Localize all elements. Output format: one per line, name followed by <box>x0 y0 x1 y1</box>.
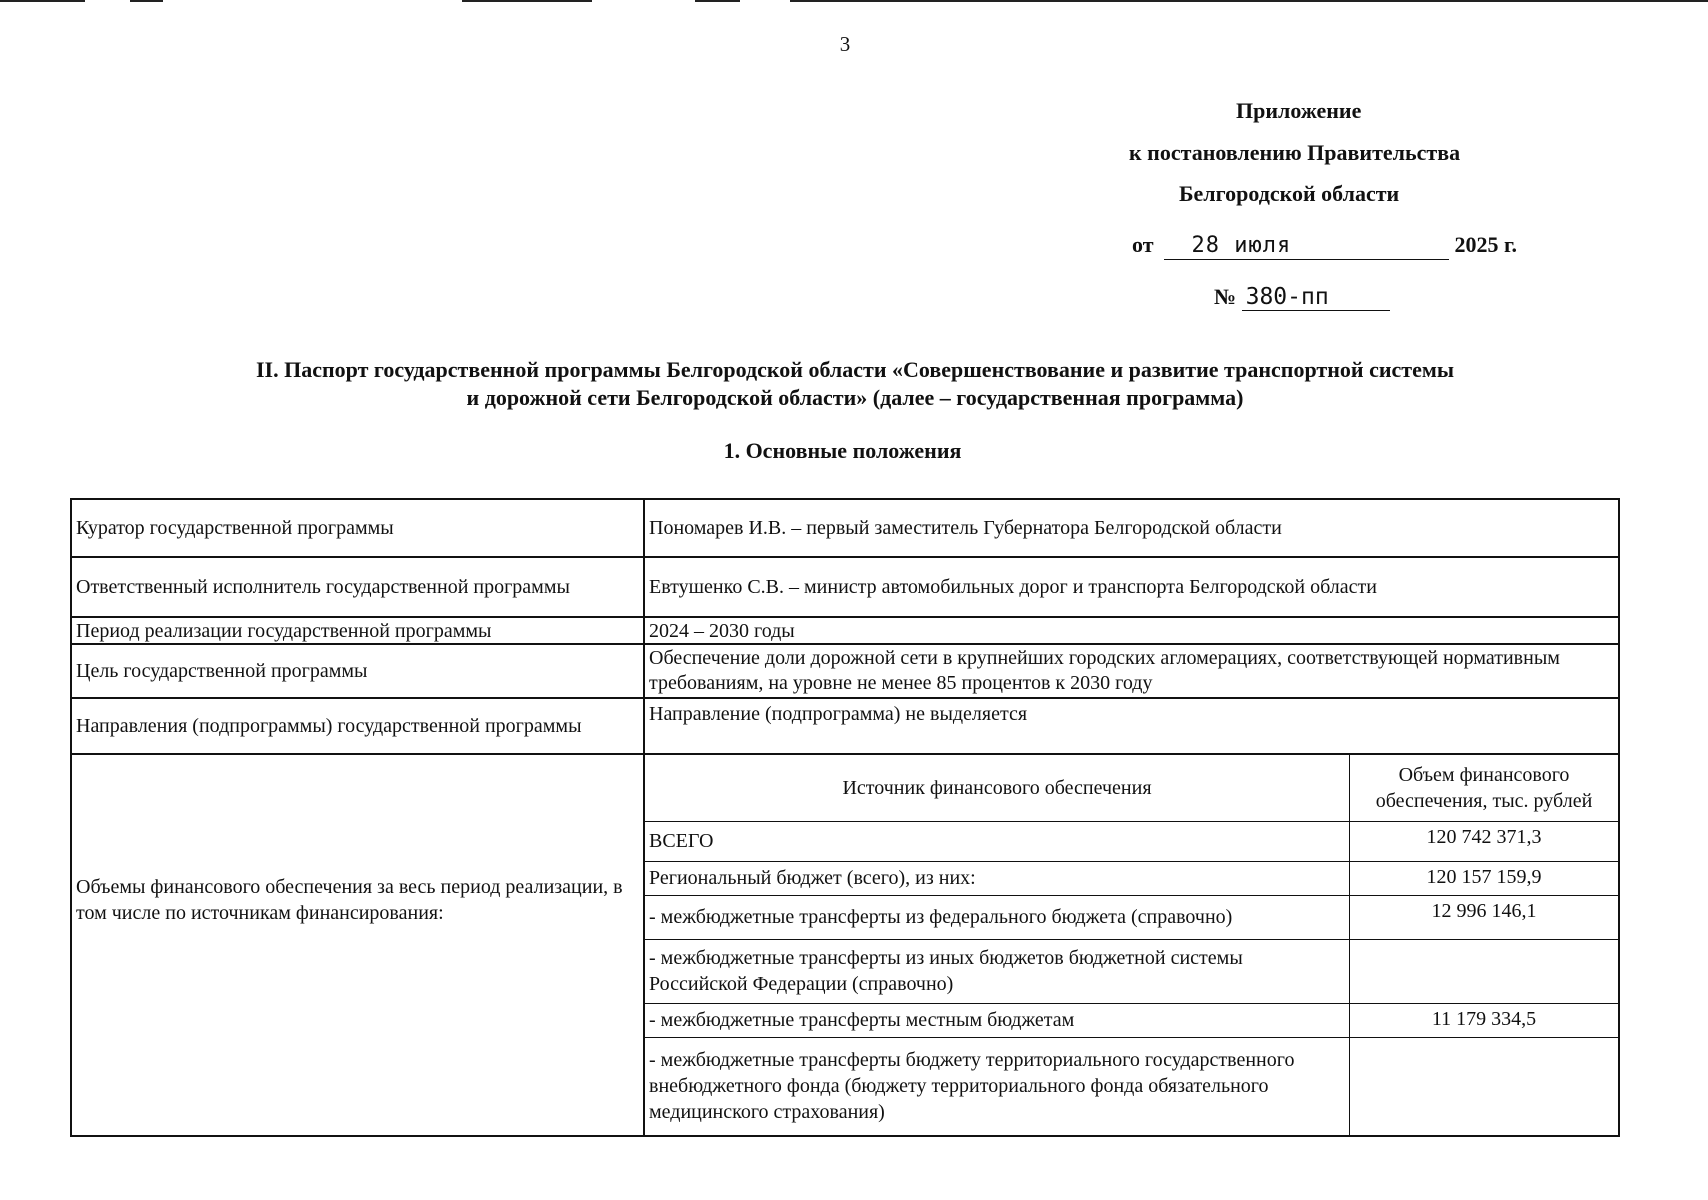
table-row <box>71 698 1619 754</box>
financing-source: - межбюджетные трансферты местным бюджетам <box>645 1003 1350 1037</box>
financing-source: ВСЕГО <box>645 821 1350 861</box>
financing-table <box>645 755 1618 1135</box>
financing-header-source: Источник финансового обеспечения <box>645 755 1350 821</box>
row-label: Куратор государственной программы <box>71 499 644 557</box>
table-row <box>645 1037 1618 1135</box>
financing-header-row <box>645 755 1618 821</box>
row-label: Цель государственной программы <box>71 644 644 698</box>
scan-edge-line <box>462 0 592 2</box>
appendix-date <box>1132 232 1517 260</box>
table-row <box>71 617 1619 644</box>
row-value: Пономарев И.В. – первый заместитель Губернатора Белгородской области <box>644 499 1619 557</box>
table-row <box>645 939 1618 1003</box>
financing-amount <box>1350 1037 1619 1135</box>
passport-title-line-2: и дорожной сети Белгородской области» (далее – государственная программа) <box>466 385 1244 410</box>
financing-amount: 11 179 334,5 <box>1350 1003 1619 1037</box>
financing-source: - межбюджетные трансферты из иных бюджетов бюджетной системы Российской Федерации (справочно) <box>645 939 1350 1003</box>
scan-edge-line <box>130 0 163 2</box>
row-label: Направления (подпрограммы) государственной программы <box>71 698 644 754</box>
row-value: Евтушенко С.В. – министр автомобильных дорог и транспорта Белгородской области <box>644 557 1619 617</box>
passport-title-line-1: II. Паспорт государственной программы Белгородской области «Совершенствование и развитие транспортной системы <box>255 357 1455 382</box>
row-value: Обеспечение доли дорожной сети в крупнейших городских агломерациях, соответствующей нормативным требованиям, на уровне не менее 85 процентов к 2030 году <box>644 644 1619 698</box>
appendix-number <box>1214 284 1390 311</box>
table-row <box>645 1003 1618 1037</box>
row-value: Направление (подпрограмма) не выделяется <box>644 698 1619 754</box>
financing-label: Объемы финансового обеспечения за весь период реализации, в том числе по источникам финансирования: <box>71 754 644 1136</box>
financing-source: Региональный бюджет (всего), из них: <box>645 861 1350 895</box>
passport-table <box>70 498 1620 1137</box>
date-prefix: от <box>1132 232 1154 257</box>
appendix-title: Приложение <box>1236 98 1362 123</box>
section-title: 1. Основные положения <box>723 438 962 463</box>
table-row <box>645 821 1618 861</box>
financing-amount: 120 157 159,9 <box>1350 861 1619 895</box>
number-value: 380-пп <box>1242 284 1390 311</box>
table-row <box>71 557 1619 617</box>
row-label: Период реализации государственной программы <box>71 617 644 644</box>
table-row <box>71 644 1619 698</box>
passport-title <box>180 356 1530 412</box>
row-label: Ответственный исполнитель государственной программы <box>71 557 644 617</box>
appendix-reference: к постановлению Правительства <box>1129 140 1461 165</box>
date-year: 2025 г. <box>1454 232 1518 257</box>
table-row <box>645 861 1618 895</box>
scan-edge-line <box>695 0 740 2</box>
financing-amount <box>1350 939 1619 1003</box>
date-value: 28 июля <box>1164 233 1449 260</box>
financing-source: - межбюджетные трансферты бюджету территориального государственного внебюджетного фонда (бюджету территориального фонда обязательного медицинского страхования) <box>645 1037 1350 1135</box>
scan-edge-line <box>790 0 1708 2</box>
number-prefix: № <box>1214 284 1237 309</box>
table-row <box>71 499 1619 557</box>
financing-header-amount: Объем финансового обеспечения, тыс. рублей <box>1350 755 1619 821</box>
table-row <box>71 754 1619 1136</box>
page-number: 3 <box>839 32 851 56</box>
financing-source: - межбюджетные трансферты из федерального бюджета (справочно) <box>645 895 1350 939</box>
financing-amount: 120 742 371,3 <box>1350 821 1619 861</box>
scan-edge-line <box>0 0 85 2</box>
row-value: 2024 – 2030 годы <box>644 617 1619 644</box>
appendix-region: Белгородской области <box>1179 181 1400 206</box>
financing-cell <box>644 754 1619 1136</box>
table-row <box>645 895 1618 939</box>
financing-amount: 12 996 146,1 <box>1350 895 1619 939</box>
